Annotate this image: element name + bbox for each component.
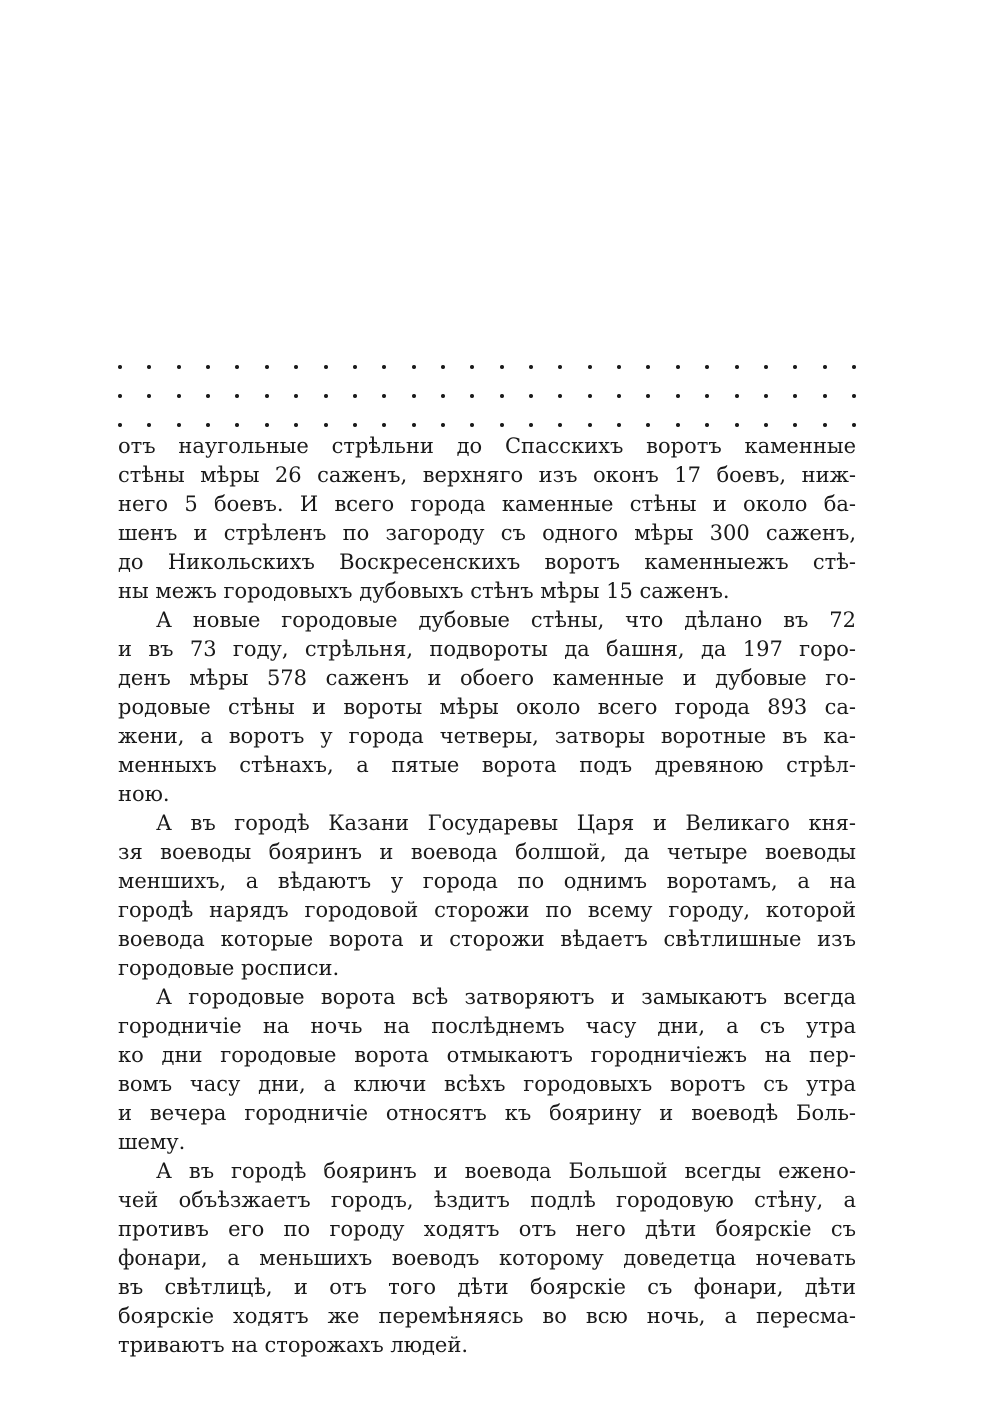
text-line: триваютъ на сторожахъ людей. — [118, 1333, 469, 1357]
text-line: ны межъ городовыхъ дубовыхъ стѣнъ мѣры 15 саженъ. — [118, 579, 730, 603]
leader-dot — [206, 365, 210, 369]
text-line: стѣны мѣры 26 саженъ, верхняго изъ оконъ 17 боевъ, ниж- — [118, 463, 856, 487]
text-line: до Никольскихъ Воскресенскихъ воротъ каменныежъ стѣ- — [118, 550, 856, 574]
leader-dot — [382, 423, 386, 427]
leader-dot — [558, 394, 562, 398]
text-line: денъ мѣры 578 саженъ и обоего каменные и дубовые го- — [118, 666, 856, 690]
leader-dot — [646, 365, 650, 369]
leader-dot — [617, 423, 621, 427]
leader-dot — [852, 365, 856, 369]
leader-dot — [294, 423, 298, 427]
leader-dot — [646, 394, 650, 398]
text-line: и вечера городничіе относятъ къ боярину и воеводѣ Боль- — [118, 1101, 856, 1125]
leader-dot — [470, 365, 474, 369]
leader-dot — [529, 423, 533, 427]
leader-dot — [588, 423, 592, 427]
leader-dot — [558, 423, 562, 427]
leader-dot — [823, 394, 827, 398]
leader-dot — [676, 394, 680, 398]
text-line: меншихъ, а вѣдаютъ у города по однимъ воротамъ, а на — [118, 869, 856, 893]
text-line: вомъ часу дни, а ключи всѣхъ городовыхъ воротъ съ утра — [118, 1072, 856, 1096]
text-line: А въ городѣ Казани Государевы Царя и Великаго кня- — [156, 811, 856, 835]
leader-dot — [382, 365, 386, 369]
leader-dot — [705, 423, 709, 427]
leader-dot — [147, 365, 151, 369]
text-line: А новые городовые дубовые стѣны, что дѣлано въ 72 — [156, 608, 856, 632]
leader-dot — [529, 394, 533, 398]
leader-dot — [177, 365, 181, 369]
leader-dot — [235, 365, 239, 369]
leader-dot — [382, 394, 386, 398]
text-line: А городовые ворота всѣ затворяютъ и замыкаютъ всегда — [156, 985, 856, 1009]
leader-dot — [265, 423, 269, 427]
text-line: городѣ нарядъ городовой сторожи по всему городу, которой — [118, 898, 856, 922]
leader-dot — [265, 394, 269, 398]
leader-dot — [324, 423, 328, 427]
leader-dot — [441, 423, 445, 427]
text-line: городничіе на ночь на послѣднемъ часу дни, а съ утра — [118, 1014, 856, 1038]
leader-dot — [617, 365, 621, 369]
leader-dot — [764, 394, 768, 398]
leader-dot — [470, 394, 474, 398]
leader-dot — [294, 365, 298, 369]
leader-dot — [177, 423, 181, 427]
leader-dot — [705, 365, 709, 369]
leader-dot — [177, 394, 181, 398]
dot-leader-row — [118, 352, 856, 381]
leader-dot — [118, 394, 122, 398]
leader-dot — [147, 423, 151, 427]
leader-dot — [294, 394, 298, 398]
text-line: менныхъ стѣнахъ, а пятые ворота подъ древяною стрѣл- — [118, 753, 856, 777]
leader-dot — [823, 365, 827, 369]
leader-dot — [441, 365, 445, 369]
leader-dot — [793, 394, 797, 398]
leader-dot — [470, 423, 474, 427]
text-line: противъ его по городу ходятъ отъ него дѣти боярскіе съ — [118, 1217, 856, 1241]
leader-dot — [852, 394, 856, 398]
leader-dot — [558, 365, 562, 369]
leader-dot — [588, 365, 592, 369]
leader-dot — [735, 394, 739, 398]
leader-dot — [441, 394, 445, 398]
text-line: городовые росписи. — [118, 956, 340, 980]
leader-dot — [118, 365, 122, 369]
leader-dot — [324, 365, 328, 369]
text-line: ною. — [118, 782, 170, 806]
leader-dot — [147, 394, 151, 398]
leader-dot — [412, 423, 416, 427]
leader-dot — [823, 423, 827, 427]
leader-dot — [793, 423, 797, 427]
leader-dot — [235, 423, 239, 427]
text-line: него 5 боевъ. И всего города каменные стѣны и около ба- — [118, 492, 856, 516]
text-line: чей объѣзжаетъ городъ, ѣздитъ подлѣ городовую стѣну, а — [118, 1188, 856, 1212]
text-line: воевода которые ворота и сторожи вѣдаетъ свѣтлишные изъ — [118, 927, 856, 951]
leader-dot — [353, 365, 357, 369]
leader-dot — [235, 394, 239, 398]
text-line: зя воеводы бояринъ и воевода болшой, да четыре воеводы — [118, 840, 856, 864]
leader-dot — [500, 423, 504, 427]
text-line: шему. — [118, 1130, 186, 1154]
ellipsis-leader-rows — [118, 352, 856, 439]
leader-dot — [764, 423, 768, 427]
leader-dot — [353, 423, 357, 427]
leader-dot — [646, 423, 650, 427]
text-line: А въ городѣ бояринъ и воевода Большой всегды ежено- — [156, 1159, 856, 1183]
leader-dot — [412, 365, 416, 369]
text-line: отъ наугольные стрѣльни до Спасскихъ воротъ каменные — [118, 434, 856, 458]
leader-dot — [676, 365, 680, 369]
leader-dot — [324, 394, 328, 398]
leader-dot — [529, 365, 533, 369]
text-line: фонари, а меньшихъ воеводъ которому доведетца ночевать — [118, 1246, 856, 1270]
text-line: жени, а воротъ у города четверы, затворы воротные въ ка- — [118, 724, 856, 748]
leader-dot — [206, 423, 210, 427]
dot-leader-row — [118, 381, 856, 410]
leader-dot — [588, 394, 592, 398]
body-text — [118, 432, 856, 1360]
leader-dot — [500, 365, 504, 369]
leader-dot — [265, 365, 269, 369]
leader-dot — [118, 423, 122, 427]
text-line: въ свѣтлицѣ, и отъ того дѣти боярскіе съ фонари, дѣти — [118, 1275, 856, 1299]
text-line: боярскіе ходятъ же перемѣняясь во всю ночь, а пересма- — [118, 1304, 856, 1328]
leader-dot — [206, 394, 210, 398]
leader-dot — [500, 394, 504, 398]
leader-dot — [353, 394, 357, 398]
text-line: ко дни городовые ворота отмыкаютъ городничіежъ на пер- — [118, 1043, 856, 1067]
leader-dot — [676, 423, 680, 427]
leader-dot — [617, 394, 621, 398]
leader-dot — [412, 394, 416, 398]
leader-dot — [735, 423, 739, 427]
text-line: и въ 73 году, стрѣльня, подвороты да башня, да 197 горо- — [118, 637, 856, 661]
leader-dot — [793, 365, 797, 369]
text-line: шенъ и стрѣленъ по загороду съ одного мѣры 300 саженъ, — [118, 521, 856, 545]
text-line: родовые стѣны и вороты мѣры около всего города 893 са- — [118, 695, 856, 719]
leader-dot — [852, 423, 856, 427]
leader-dot — [735, 365, 739, 369]
leader-dot — [705, 394, 709, 398]
leader-dot — [764, 365, 768, 369]
